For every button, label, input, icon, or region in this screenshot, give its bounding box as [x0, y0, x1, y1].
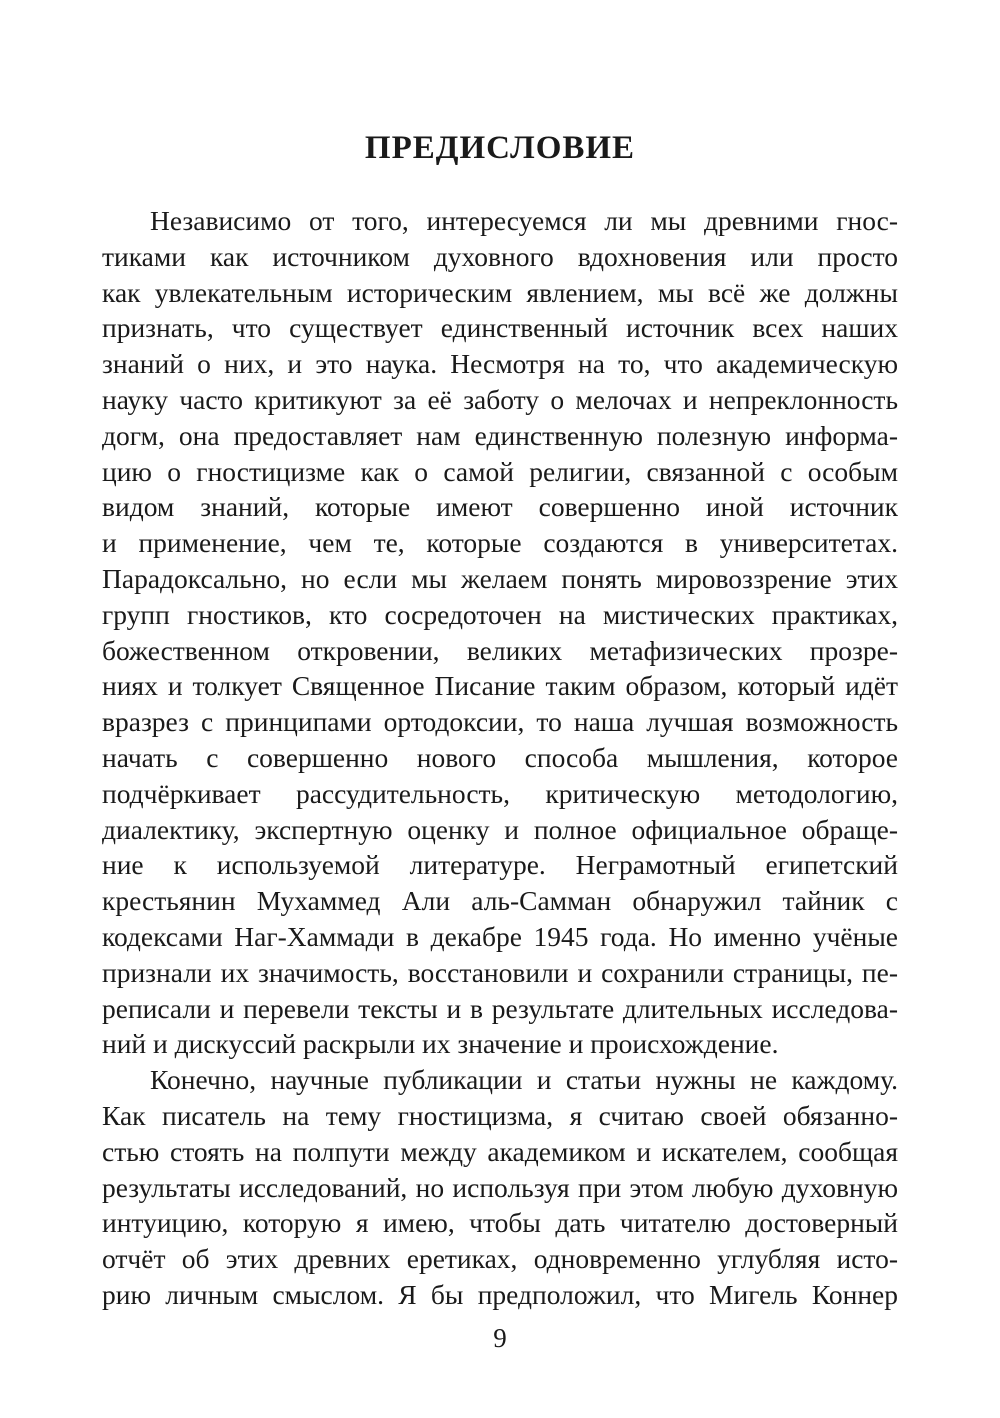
text-line: и применение, чем те, которые создаются в университетах.	[102, 527, 898, 559]
body-text	[102, 203, 898, 1313]
text-line: науку часто критикуют за её заботу о мелочах и непреклонность	[102, 383, 898, 415]
text-line: знаний о них, и это наука. Несмотря на то, что академическую	[102, 348, 898, 380]
text-line: отчёт об этих древних еретиках, одновременно углубляя исто-	[102, 1243, 898, 1275]
text-line: вразрез с принципами ортодоксии, то наша лучшая возможность	[102, 706, 898, 738]
text-line: диалектику, экспертную оценку и полное официальное обраще-	[102, 813, 898, 845]
text-line: признали их значимость, восстановили и сохранили страницы, пе-	[102, 956, 898, 988]
text-line: Независимо от того, интересуемся ли мы древними гнос-	[150, 205, 898, 236]
text-line: признать, что существует единственный источник всех наших	[102, 312, 898, 344]
text-line: начать с совершенно нового способа мышления, которое	[102, 741, 898, 773]
text-line: ниях и толкует Священное Писание таким образом, который идёт	[102, 670, 898, 702]
text-line: интуицию, которую я имею, чтобы дать читателю достоверный	[102, 1207, 898, 1239]
chapter-title: ПРЕДИСЛОВИЕ	[364, 130, 636, 166]
text-line: тиками как источником духовного вдохновения или просто	[102, 240, 898, 272]
text-line: Парадоксально, но если мы желаем понять мировоззрение этих	[102, 562, 898, 594]
text-line: ние к используемой литературе. Неграмотный египетский	[102, 849, 898, 881]
text-line: ний и дискуссий раскрыли их значение и происхождение.	[102, 1028, 779, 1060]
text-line: групп гностиков, кто сосредоточен на мистических практиках,	[102, 598, 898, 630]
text-line: цию о гностицизме как о самой религии, связанной с особым	[102, 455, 898, 487]
text-line: как увлекательным историческим явлением, мы всё же должны	[102, 276, 898, 308]
text-line: крестьянин Мухаммед Али аль-Самман обнаружил тайник с	[102, 885, 898, 917]
text-line: Конечно, научные публикации и статьи нужны не каждому.	[150, 1064, 898, 1096]
text-line: рию личным смыслом. Я бы предположил, что Мигель Коннер	[102, 1278, 898, 1310]
text-line: реписали и перевели тексты и в результате длительных исследова-	[102, 992, 898, 1024]
text-line: подчёркивает рассудительность, критическую методологию,	[102, 777, 898, 809]
text-line: божественном откровении, великих метафизических прозре-	[102, 634, 898, 666]
paragraph-1	[102, 203, 898, 1062]
text-line: видом знаний, которые имеют совершенно иной источник	[102, 491, 898, 523]
text-line: Как писатель на тему гностицизма, я считаю своей обязанно-	[102, 1099, 898, 1131]
page-number: 9	[493, 1323, 507, 1353]
text-line: стью стоять на полпути между академиком и искателем, сообщая	[102, 1135, 898, 1167]
text-line: кодексами Наг-Хаммади в декабре 1945 года. Но именно учёные	[102, 920, 898, 952]
paragraph-2	[102, 1062, 898, 1313]
text-line: результаты исследований, но используя при этом любую духовную	[102, 1171, 898, 1203]
text-line: догм, она предоставляет нам единственную полезную информа-	[102, 419, 898, 451]
